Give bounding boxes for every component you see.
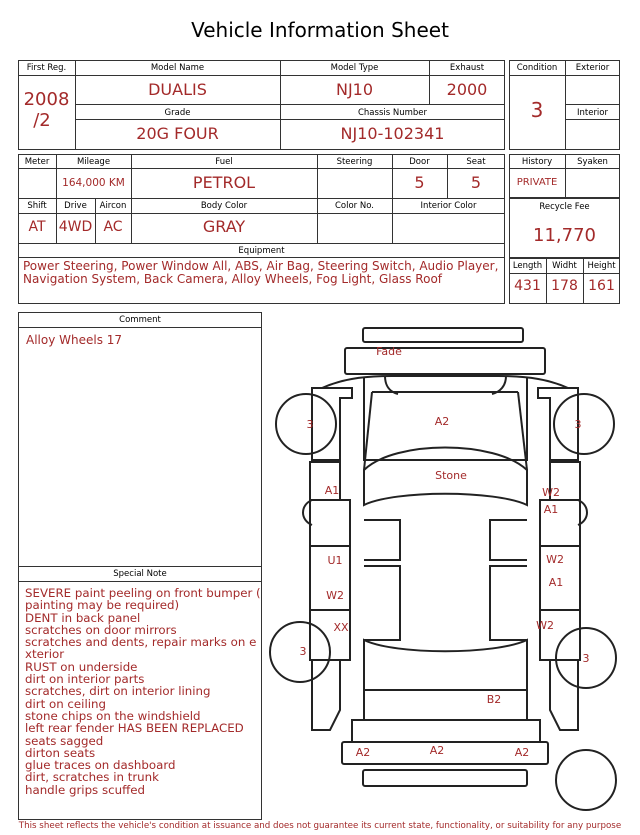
door-label: Door	[409, 157, 430, 167]
damage-mark: A2	[514, 746, 530, 759]
interior-color-label: Interior Color	[420, 201, 477, 211]
grade-value: 20G FOUR	[136, 124, 219, 143]
special-note-item: left rear fender HAS BEEN REPLACED	[25, 721, 244, 736]
special-note-item: stone chips on the windshield	[25, 708, 201, 723]
model-name-label: Model Name	[150, 63, 205, 73]
first-reg-month: /2	[33, 110, 51, 131]
special-note-item: scratches and dents, repair marks on e	[25, 635, 257, 650]
drive-value: 4WD	[58, 219, 93, 235]
drive-label: Drive	[64, 201, 87, 211]
damage-mark: W2	[546, 553, 564, 566]
fuel-label: Fuel	[215, 157, 233, 167]
shift-label: Shift	[27, 201, 47, 211]
damage-mark: W2	[542, 486, 560, 499]
special-note-item: dirt on interior parts	[25, 672, 145, 687]
aircon-label: Aircon	[99, 201, 127, 211]
special-note-item: dirt on ceiling	[25, 696, 106, 711]
door-value: 5	[414, 173, 425, 192]
damage-mark: W2	[536, 619, 554, 632]
chassis-number-value: NJ10-102341	[340, 124, 445, 143]
damage-mark: XX	[333, 621, 349, 634]
condition-value: 3	[530, 98, 544, 122]
meter-label: Meter	[24, 157, 50, 167]
comment-text: Alloy Wheels 17	[26, 333, 123, 347]
damage-mark: A2	[434, 415, 450, 428]
height-value: 161	[588, 278, 615, 294]
special-note-item: dirton seats	[25, 745, 96, 760]
damage-mark: A1	[543, 503, 559, 516]
special-note-item: SEVERE paint peeling on front bumper (	[25, 586, 261, 600]
color-no-label: Color No.	[334, 201, 374, 211]
condition-label: Condition	[516, 63, 558, 73]
height-label: Height	[587, 261, 616, 271]
model-type-label: Model Type	[330, 63, 379, 73]
first-reg-year: 2008	[23, 89, 70, 110]
body-color-label: Body Color	[200, 201, 248, 211]
page-title: Vehicle Information Sheet	[191, 18, 449, 42]
first-reg-label: First Reg.	[26, 63, 67, 73]
equipment-list: Power Steering, Power Window All, ABS, Air Bag, Steering Switch, Audio Player, Navigation System, Back Camera, Alloy Wheels, Fog Light, Glass Roof	[23, 259, 499, 286]
damage-mark: A2	[355, 746, 371, 759]
damage-mark: Stone	[435, 469, 467, 482]
chassis-number-label: Chassis Number	[357, 108, 428, 118]
body-color-value: GRAY	[202, 217, 246, 236]
car-damage-diagram	[268, 318, 640, 818]
width-label: Widht	[552, 261, 577, 271]
damage-mark: 3	[574, 418, 582, 431]
exterior-label: Exterior	[575, 63, 610, 73]
seat-label: Seat	[466, 157, 486, 167]
history-value: PRIVATE	[516, 177, 558, 188]
interior-label: Interior	[576, 108, 608, 118]
model-name-value: DUALIS	[148, 80, 207, 99]
aircon-value: AC	[103, 219, 123, 235]
special-note-item: DENT in back panel	[25, 610, 141, 625]
mileage-label: Mileage	[76, 157, 111, 167]
damage-mark: A2	[429, 744, 445, 757]
exhaust-label: Exhaust	[449, 63, 485, 73]
length-value: 431	[514, 278, 541, 294]
length-label: Length	[512, 261, 543, 271]
special-note-label: Special Note	[113, 569, 167, 579]
fuel-value: PETROL	[192, 173, 256, 192]
width-value: 178	[551, 278, 578, 294]
special-note-item: scratches on door mirrors	[25, 622, 177, 637]
recycle-fee-value: 11,770	[533, 225, 596, 246]
damage-mark: A1	[324, 484, 340, 497]
damage-mark: U1	[327, 554, 343, 567]
exhaust-value: 2000	[446, 80, 488, 99]
special-note-item: RUST on underside	[25, 659, 138, 674]
special-note-item: xterior	[25, 647, 65, 662]
damage-mark: 3	[306, 418, 314, 431]
history-label: History	[521, 157, 553, 167]
recycle-fee-label: Recycle Fee	[539, 202, 590, 212]
special-note-item: dirt, scratches in trunk	[25, 770, 159, 785]
equipment-label: Equipment	[238, 246, 285, 256]
mileage-value: 164,000 KM	[62, 177, 125, 189]
special-note-item: glue traces on dashboard	[25, 758, 176, 773]
special-note-item: painting may be required)	[25, 598, 180, 613]
seat-value: 5	[470, 173, 482, 192]
special-note-item: seats sagged	[25, 733, 104, 748]
syaken-label: Syaken	[577, 157, 608, 167]
damage-mark: Fade	[376, 345, 402, 358]
damage-mark: 3	[299, 645, 307, 658]
model-type-value: NJ10	[335, 80, 374, 99]
special-note-list	[25, 586, 261, 797]
damage-mark: 3	[582, 652, 590, 665]
damage-mark: W2	[326, 589, 344, 602]
damage-mark: A1	[548, 576, 564, 589]
damage-mark: B2	[486, 693, 502, 706]
special-note-item: handle grips scuffed	[25, 782, 145, 797]
steering-label: Steering	[336, 157, 373, 167]
disclaimer-footer: This sheet reflects the vehicle's condition at issuance and does not guarantee its current state, functionality, or suitability for any purpose	[18, 821, 622, 831]
special-note-item: scratches, dirt on interior lining	[25, 684, 211, 699]
comment-label: Comment	[119, 315, 161, 325]
grade-label: Grade	[164, 108, 191, 118]
shift-value: AT	[28, 219, 46, 235]
